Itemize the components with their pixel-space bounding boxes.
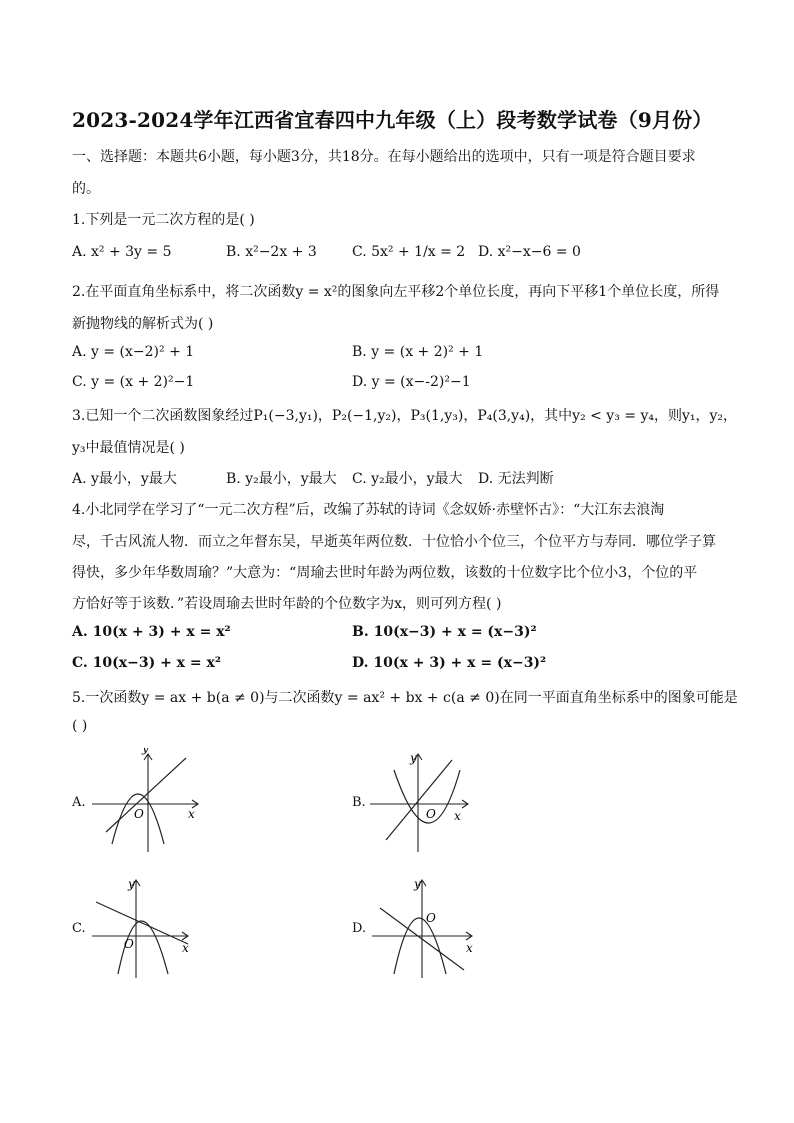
graph-c-x-label: x — [182, 941, 189, 955]
q1-option-c: C. 5x² + 1/x = 2 — [352, 244, 466, 260]
graph-c-origin: O — [124, 937, 134, 951]
graph-b-origin: O — [426, 807, 436, 821]
graph-a-x-label: x — [188, 807, 195, 821]
graph-b-x-label: x — [454, 809, 461, 823]
q4-option-d: D. 10(x + 3) + x = (x−3)² — [352, 655, 547, 671]
q3-option-d: D. 无法判断 — [478, 471, 554, 487]
q3-stem-line2: y₃中最值情况是( ) — [72, 440, 185, 456]
graph-c — [88, 874, 194, 982]
graph-d-origin: O — [426, 911, 436, 925]
graph-d-label: D. — [352, 921, 367, 936]
q1-option-d: D. x²−x−6 = 0 — [478, 244, 581, 260]
q4-option-b: B. 10(x−3) + x = (x−3)² — [352, 624, 537, 640]
q2-option-b: B. y = (x + 2)² + 1 — [352, 344, 484, 360]
q4-stem-line4: 方恰好等于该数．”若设周瑜去世时年龄的个位数字为x，则可列方程( ) — [72, 596, 502, 612]
graph-c-y-label: y — [128, 877, 135, 891]
graph-a-origin: O — [134, 807, 144, 821]
q2-option-a: A. y = (x−2)² + 1 — [72, 344, 195, 360]
q5-stem-line1: 5.一次函数y = ax + b(a ≠ 0)与二次函数y = ax² + bx + c(a ≠ 0)在同一平面直角坐标系中的图象可能是 — [72, 690, 738, 706]
section-heading-line2: 的。 — [72, 181, 100, 197]
q4-option-a: A. 10(x + 3) + x = x² — [72, 624, 231, 640]
graph-a-label: A. — [72, 795, 86, 810]
q3-stem-line1: 3.已知一个二次函数图象经过P₁(−3,y₁)，P₂(−1,y₂)，P₃(1,y₃)，P₄(3,y₄)，其中y₂ < y₃ = y₄，则y₁，y₂， — [72, 408, 738, 424]
graph-d — [368, 874, 480, 982]
exam-title: 2023-2024学年江西省宜春四中九年级（上）段考数学试卷（9月份） — [72, 108, 713, 132]
graph-b-y-label: y — [410, 751, 417, 765]
q4-stem-line3: 得快，多少年华数周瑜？”大意为：“周瑜去世时年龄为两位数，该数的十位数字比个位小3，个位的平 — [72, 565, 698, 581]
q1-option-a: A. x² + 3y = 5 — [72, 244, 172, 260]
graph-b-label: B. — [352, 795, 366, 810]
graph-b — [366, 748, 476, 856]
section-heading-line1: 一、选择题：本题共6小题，每小题3分，共18分。在每小题给出的选项中，只有一项是符合题目要求 — [72, 149, 696, 165]
q4-stem-line1: 4.小北同学在学习了“一元二次方程”后，改编了苏轼的诗词《念奴娇·赤壁怀古》：“大江东去浪淘 — [72, 502, 665, 518]
q1-option-b: B. x²−2x + 3 — [226, 244, 317, 260]
q3-option-c: C. y₂最小，y最大 — [352, 471, 463, 487]
graph-d-x-label: x — [466, 941, 473, 955]
graph-c-label: C. — [72, 921, 86, 936]
q2-stem-line1: 2.在平面直角坐标系中，将二次函数y = x²的图象向左平移2个单位长度，再向下平移1个单位长度，所得 — [72, 284, 720, 300]
q4-stem-line2: 尽，千古风流人物．而立之年督东吴，早逝英年两位数．十位恰小个位三，个位平方与寿同．哪位学子算 — [72, 534, 716, 550]
graph-d-y-label: y — [414, 877, 421, 891]
graph-a-y-label: y — [142, 748, 149, 755]
q2-stem-line2: 新抛物线的解析式为( ) — [72, 316, 214, 332]
q2-option-d: D. y = (x−-2)²−1 — [352, 374, 471, 390]
q4-option-c: C. 10(x−3) + x = x² — [72, 655, 221, 671]
q3-option-b: B. y₂最小，y最大 — [226, 471, 337, 487]
q3-option-a: A. y最小，y最大 — [72, 471, 177, 487]
q1-stem: 1.下列是一元二次方程的是( ) — [72, 212, 255, 228]
q5-stem-line2: ( ) — [72, 718, 88, 734]
graph-a — [88, 748, 206, 856]
q2-option-c: C. y = (x + 2)²−1 — [72, 374, 195, 390]
